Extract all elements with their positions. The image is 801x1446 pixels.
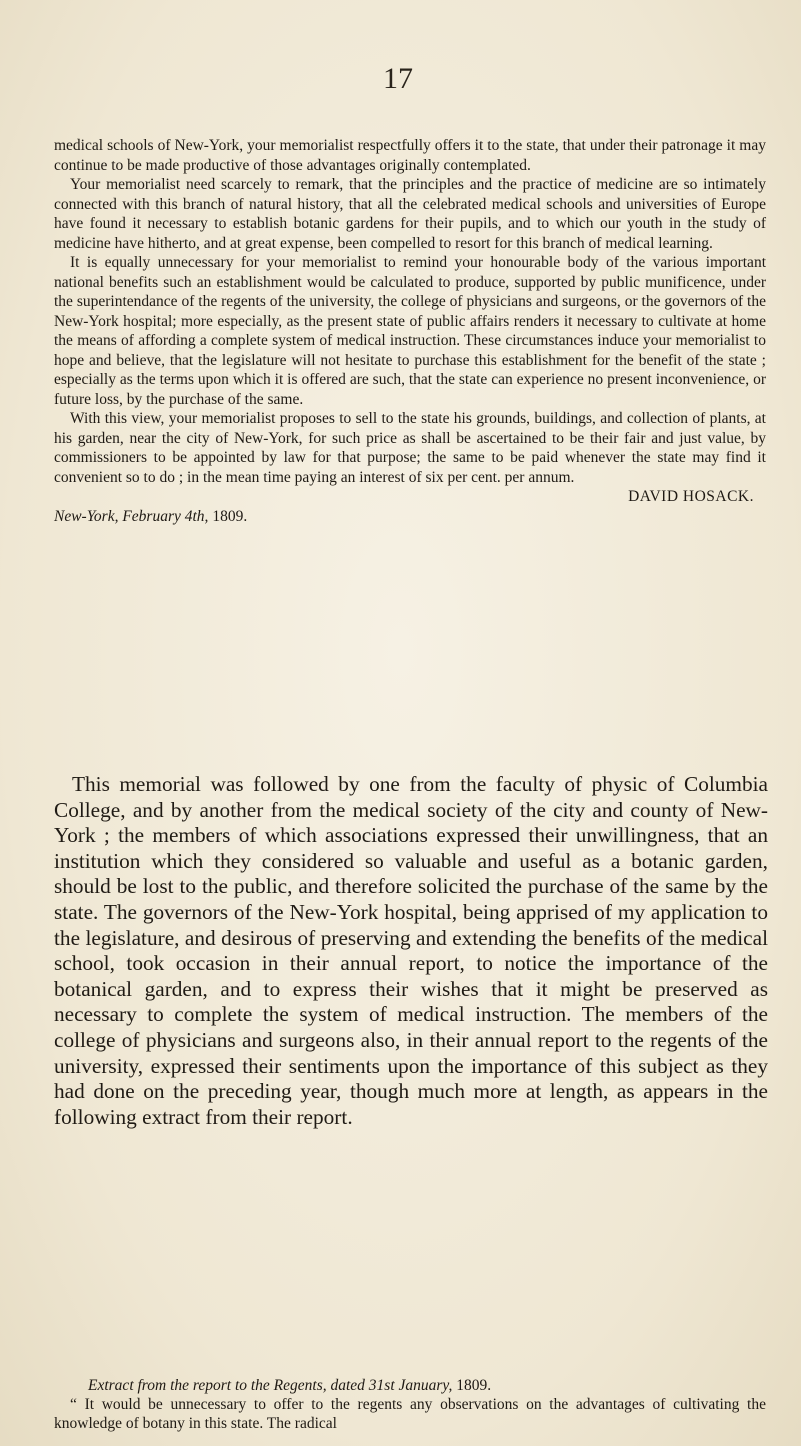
memorial-text [54, 136, 766, 525]
dateline-year: 1809. [212, 507, 248, 525]
dateline-place: New-York, February 4th, [54, 507, 209, 525]
extract-quote: “ It would be unnecessary to offer to the regents any observations on the advantages of cultivating the knowledge of botany in this state. The radical [54, 1396, 766, 1432]
memorial-paragraph: It is equally unnecessary for your memorialist to remind your honourable body of the various important national benefits such an establishment would be calculated to produce, supported by public munificence, under the superintendance of the regents of the university, the college of physicians and surgeons, or the governors of the New-York hospital; more especially, as the present state of public affairs renders it necessary to cultivate at home the means of affording a complete system of medical instruction. These circumstances induce your memorialist to hope and believe, that the legislature will not hesitate to purchase this establishment for the benefit of the state ; especially as the terms upon which it is offered are such, that the state can experience no present inconvenience, or future loss, by the purchase of the same. [54, 254, 766, 408]
page-number: 17 [383, 62, 413, 95]
dateline [54, 507, 247, 527]
memorial-paragraph: Your memorialist need scarcely to remark, that the principles and the practice of medicine are so intimately connected with this branch of natural history, that all the celebrated medical schools and universities of Europe have found it necessary to establish botanic gardens for their pupils, and to which our youth in the study of medicine have hitherto, and at great expense, been compelled to resort for this branch of medical learning. [54, 176, 766, 252]
signature: DAVID HOSACK. [628, 488, 754, 505]
narrative-text [54, 772, 768, 1130]
extract-heading [54, 1376, 766, 1395]
extract-block [54, 1376, 766, 1433]
extract-heading-year: 1809. [456, 1377, 492, 1394]
extract-heading-text: Extract from the report to the Regents, dated 31st January, [88, 1377, 453, 1394]
memorial-paragraph: medical schools of New-York, your memorialist respectfully offers it to the state, that under their patronage it may continue to be made productive of those advantages originally contemplated. [54, 137, 766, 174]
memorial-paragraph: With this view, your memorialist proposes to sell to the state his grounds, buildings, and collection of plants, at his garden, near the city of New-York, for such price as shall be ascertained to be their fair and just value, by commissioners to be appointed by law for that purpose; the same to be paid whenever the state may find it convenient so to do ; in the mean time paying an interest of six per cent. per annum. [54, 410, 766, 486]
narrative-paragraph: This memorial was followed by one from the faculty of physic of Columbia College, and by another from the medical society of the city and county of New-York ; the members of which associations expressed their unwillingness, that an institution which they considered so valuable and useful as a botanic garden, should be lost to the public, and therefore solicited the purchase of the same by the state. The governors of the New-York hospital, being apprised of my application to the legislature, and desirous of preserving and extending the benefits of the medical school, took occasion in their annual report, to notice the importance of the botanical garden, and to express their wishes that it might be preserved as necessary to complete the system of medical instruction. The members of the college of physicians and surgeons also, in their annual report to the regents of the university, expressed their sentiments upon the importance of this subject as they had done on the preceding year, though much more at length, as appears in the following extract from their report. [54, 772, 768, 1129]
signature-block [54, 487, 766, 525]
